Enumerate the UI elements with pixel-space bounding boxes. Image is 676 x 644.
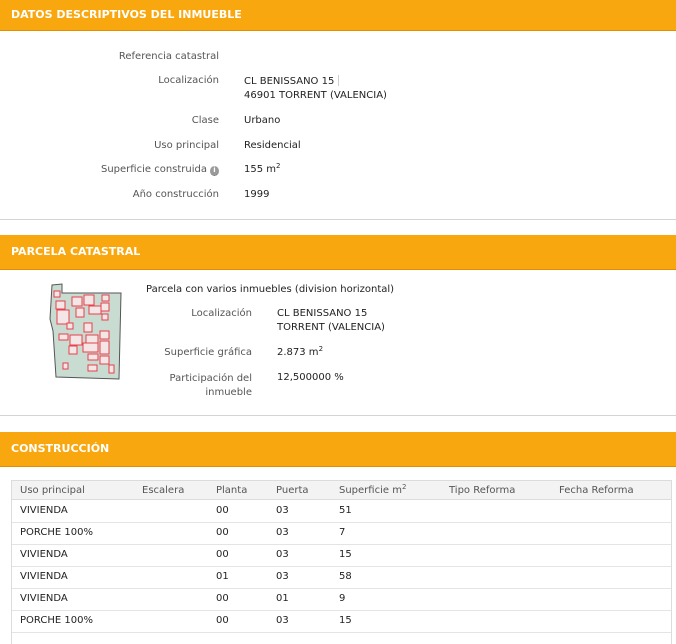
parcela-catastral-panel [0, 235, 676, 416]
superficie-construida-number: 155 m [244, 164, 277, 175]
cell-puerta: 03 [276, 615, 289, 626]
superficie-grafica-label: Superficie gráfica [164, 347, 252, 358]
table-header [12, 481, 671, 500]
parcela-map-image[interactable] [48, 281, 124, 381]
localizacion-label: Localización [158, 75, 219, 86]
col-escalera: Escalera [142, 485, 185, 496]
col-tipo-reforma: Tipo Reforma [449, 485, 516, 496]
uso-principal-label: Uso principal [154, 140, 219, 151]
construccion-table [11, 480, 672, 644]
cell-superficie: 51 [339, 505, 352, 516]
col-planta: Planta [216, 485, 248, 496]
section-header-construccion: CONSTRUCCIÓN [0, 432, 676, 467]
localizacion-value [244, 75, 387, 101]
participacion-label [130, 372, 252, 400]
col-superficie [339, 485, 406, 496]
cell-planta: 00 [216, 549, 229, 560]
cell-uso: VIVIENDA [20, 549, 68, 560]
construccion-panel [0, 432, 676, 643]
unit-superscript: 2 [276, 162, 281, 170]
participacion-label-line2: inmueble [205, 387, 252, 398]
localizacion-line2: 46901 TORRENT (VALENCIA) [244, 90, 387, 101]
col-superficie-text: Superficie m [339, 485, 402, 496]
cell-planta: 01 [216, 571, 229, 582]
localizacion-line1: CL BENISSANO 15 [244, 76, 335, 87]
table-row [12, 500, 671, 523]
parcela-description: Parcela con varios inmuebles (division horizontal) [146, 284, 395, 295]
cell-superficie: 15 [339, 615, 352, 626]
ano-construccion-value: 1999 [244, 189, 270, 200]
col-puerta: Puerta [276, 485, 309, 496]
cell-puerta: 03 [276, 505, 289, 516]
cell-planta: 00 [216, 593, 229, 604]
cell-superficie: 58 [339, 571, 352, 582]
cell-planta: 00 [216, 615, 229, 626]
table-row [12, 522, 671, 545]
cell-uso: PORCHE 100% [20, 615, 93, 626]
cell-superficie: 7 [339, 527, 346, 538]
ano-construccion-label: Año construcción [132, 189, 219, 200]
cell-puerta: 03 [276, 571, 289, 582]
parcela-localizacion-line2: TORRENT (VALENCIA) [277, 322, 385, 333]
parcela-localizacion-value [277, 308, 385, 333]
text-caret [338, 75, 339, 86]
superficie-grafica-number: 2.873 m [277, 347, 319, 358]
unit-superscript: 2 [401, 483, 407, 491]
table-row [12, 588, 671, 611]
cell-uso: PORCHE 100% [20, 527, 93, 538]
uso-principal-value: Residencial [244, 140, 301, 151]
unit-superscript: 2 [318, 345, 324, 353]
section-header-parcela: PARCELA CATASTRAL [0, 235, 676, 270]
participacion-value: 12,500000 % [277, 372, 344, 383]
datos-descriptivos-panel [0, 0, 676, 220]
superficie-construida-text: Superficie construida [101, 164, 207, 175]
cell-puerta: 03 [276, 527, 289, 538]
clase-label: Clase [191, 115, 219, 126]
cell-uso: VIVIENDA [20, 505, 68, 516]
parcela-localizacion-label: Localización [191, 308, 252, 319]
info-icon[interactable]: i [210, 166, 219, 176]
referencia-catastral-label: Referencia catastral [118, 51, 219, 62]
cell-planta: 00 [216, 527, 229, 538]
col-uso-principal: Uso principal [20, 485, 85, 496]
cell-uso: VIVIENDA [20, 571, 68, 582]
table-row [12, 566, 671, 589]
participacion-label-line1: Participación del [169, 373, 252, 384]
superficie-construida-value [244, 164, 280, 175]
section-header-datos: DATOS DESCRIPTIVOS DEL INMUEBLE [0, 0, 676, 31]
table-row [12, 610, 671, 633]
superficie-construida-label [0, 164, 219, 176]
table-row [12, 544, 671, 567]
cell-planta: 00 [216, 505, 229, 516]
col-fecha-reforma: Fecha Reforma [559, 485, 634, 496]
cell-superficie: 15 [339, 549, 352, 560]
parcela-localizacion-line1: CL BENISSANO 15 [277, 308, 368, 319]
cell-superficie: 9 [339, 593, 346, 604]
cell-puerta: 01 [276, 593, 289, 604]
cell-uso: VIVIENDA [20, 593, 68, 604]
clase-value: Urbano [244, 115, 281, 126]
superficie-grafica-value [277, 347, 323, 358]
cell-puerta: 03 [276, 549, 289, 560]
